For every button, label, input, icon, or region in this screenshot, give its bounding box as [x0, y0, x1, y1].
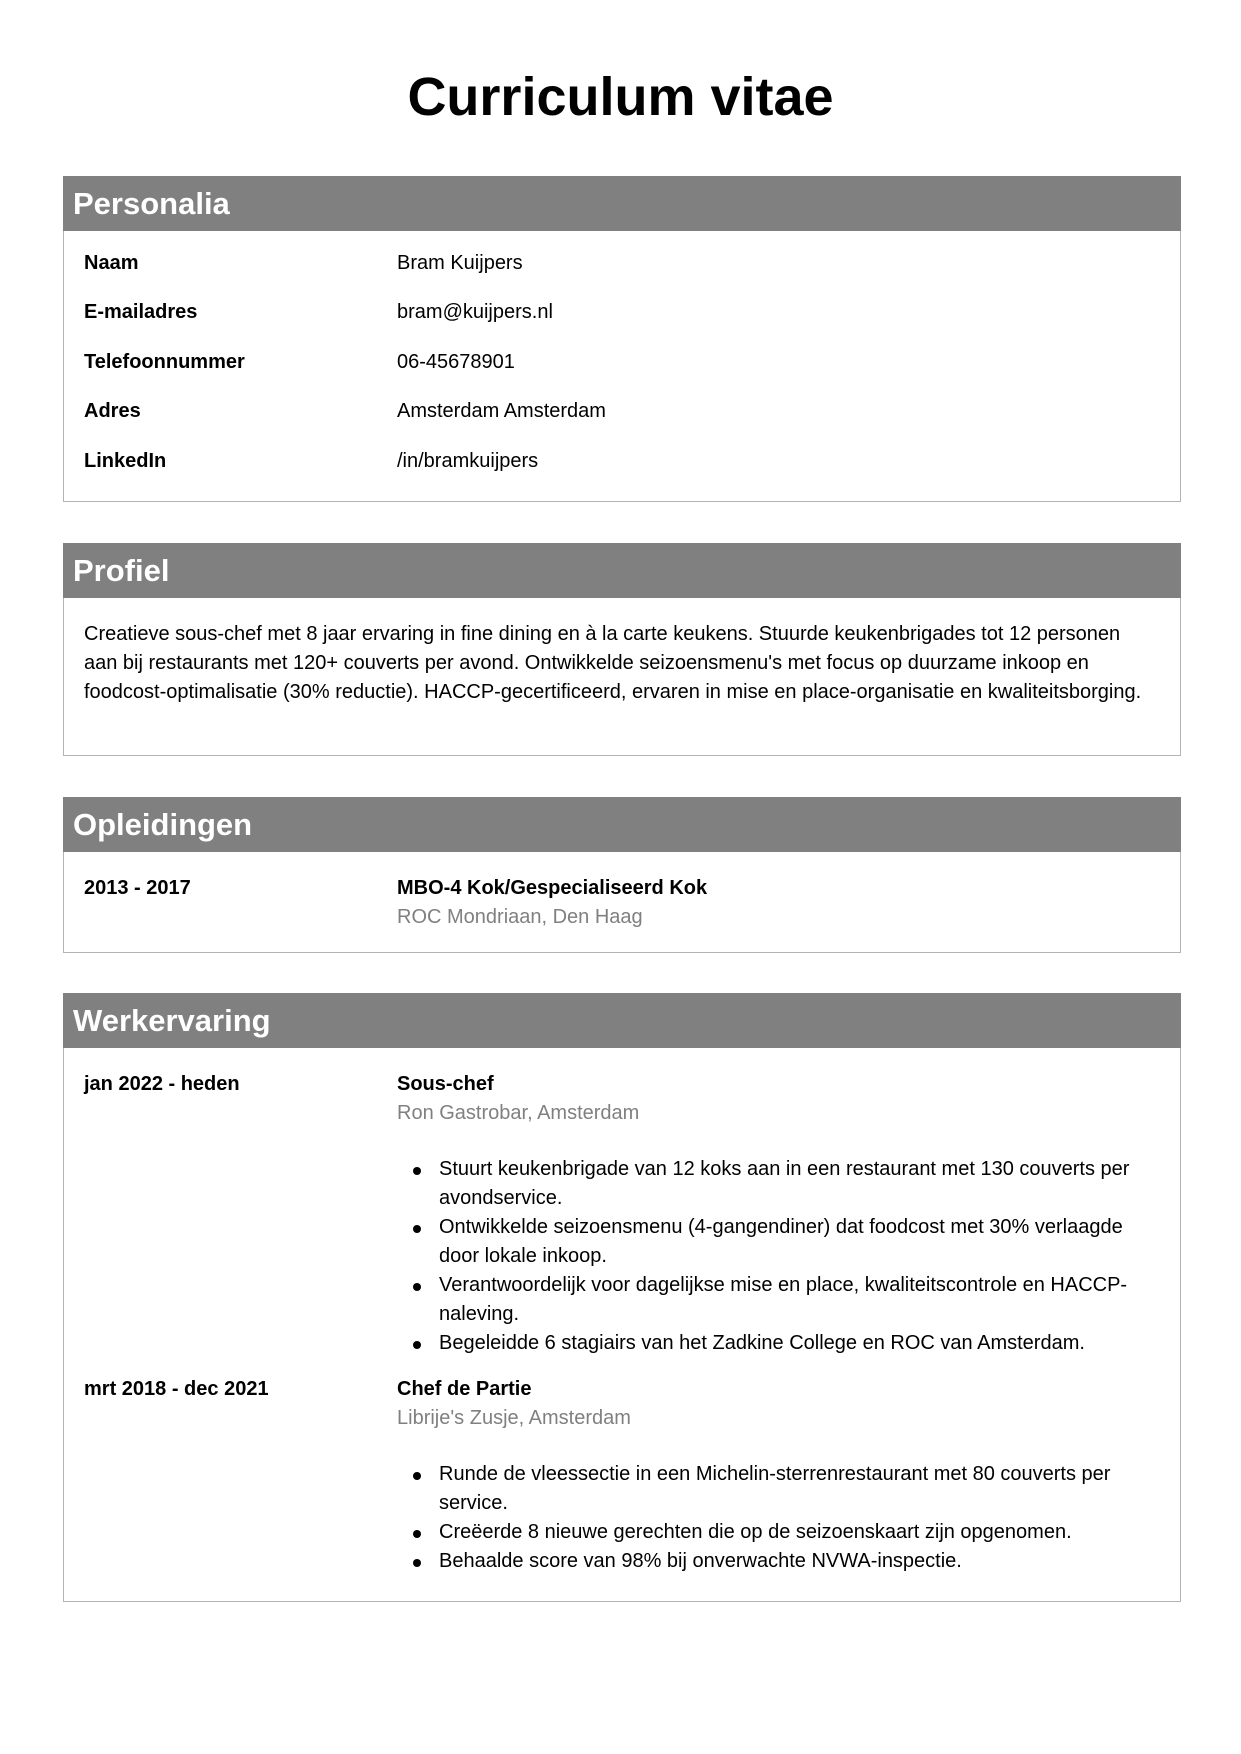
entry-period: mrt 2018 - dec 2021	[84, 1378, 269, 1400]
bullet-icon	[413, 1530, 421, 1538]
entry-period: jan 2022 - heden	[84, 1073, 240, 1095]
section-profiel	[63, 543, 1181, 756]
bullet-icon	[413, 1283, 421, 1291]
field-label: Adres	[84, 400, 141, 422]
document-title: Curriculum vitae	[407, 67, 834, 127]
entry-content	[397, 874, 1162, 932]
entry-period: 2013 - 2017	[84, 877, 191, 899]
achievement-text: Runde de vleessectie in een Michelin-sterrenrestaurant met 80 couverts per service.	[439, 1463, 1111, 1514]
field-value: bram@kuijpers.nl	[397, 301, 553, 323]
bullet-icon	[413, 1472, 421, 1480]
field-value: /in/bramkuijpers	[397, 450, 539, 472]
field-label: Telefoonnummer	[84, 351, 245, 373]
field-value: Amsterdam Amsterdam	[397, 400, 606, 422]
achievement-text: Ontwikkelde seizoensmenu (4-gangendiner) dat foodcost met 30% verlaagde door lokale inkoop.	[439, 1216, 1123, 1267]
entry-organization: ROC Mondriaan, Den Haag	[397, 906, 643, 928]
achievement-item	[397, 1460, 1162, 1518]
achievement-item	[397, 1271, 1162, 1329]
achievement-text: Verantwoordelijk voor dagelijkse mise en place, kwaliteitscontrole en HACCP-naleving.	[439, 1274, 1128, 1325]
achievement-item	[397, 1329, 1162, 1358]
achievement-item	[397, 1213, 1162, 1271]
field-value: Bram Kuijpers	[397, 252, 523, 274]
achievement-text: Creëerde 8 nieuwe gerechten die op de seizoenskaart zijn opgenomen.	[439, 1521, 1072, 1543]
entry-content	[397, 1070, 1162, 1358]
field-value: 06-45678901	[397, 351, 515, 373]
section-heading-opleidingen: Opleidingen	[63, 797, 1181, 852]
entry-title: Sous-chef	[397, 1073, 494, 1095]
section-werkervaring	[63, 993, 1181, 1602]
section-heading-personalia: Personalia	[63, 176, 1181, 231]
achievement-item	[397, 1518, 1162, 1547]
entry-title: MBO-4 Kok/Gespecialiseerd Kok	[397, 877, 708, 899]
section-personalia	[63, 176, 1181, 502]
achievement-text: Begeleidde 6 stagiairs van het Zadkine College en ROC van Amsterdam.	[439, 1332, 1085, 1354]
achievement-list	[397, 1155, 1162, 1358]
entry-organization: Ron Gastrobar, Amsterdam	[397, 1102, 640, 1124]
entry-title: Chef de Partie	[397, 1378, 532, 1400]
section-heading-werkervaring: Werkervaring	[63, 993, 1181, 1048]
achievement-text: Behaalde score van 98% bij onverwachte NVWA-inspectie.	[439, 1550, 962, 1572]
field-label: E-mailadres	[84, 301, 198, 323]
bullet-icon	[413, 1341, 421, 1349]
bullet-icon	[413, 1167, 421, 1175]
achievement-text: Stuurt keukenbrigade van 12 koks aan in een restaurant met 130 couverts per avondservice.	[439, 1158, 1130, 1209]
profile-summary: Creatieve sous-chef met 8 jaar ervaring in fine dining en à la carte keukens. Stuurde keukenbrigades tot 12 personen aan bij restaurants met 120+ couverts per avond. Ontwikkelde seizoensmenu's met focus op duurzame inkoop en foodcost-optimalisatie (30% reductie). HACCP-gecertificeerd, ervaren in mise en place-organisatie en kwaliteitsborging.	[84, 623, 1142, 703]
bullet-icon	[413, 1559, 421, 1567]
achievement-item	[397, 1547, 1162, 1576]
entry-organization: Librije's Zusje, Amsterdam	[397, 1407, 631, 1429]
field-label: LinkedIn	[84, 450, 167, 472]
field-label: Naam	[84, 252, 139, 274]
achievement-item	[397, 1155, 1162, 1213]
bullet-icon	[413, 1225, 421, 1233]
achievement-list	[397, 1460, 1162, 1576]
section-opleidingen	[63, 797, 1181, 953]
section-heading-profiel: Profiel	[63, 543, 1181, 598]
entry-content	[397, 1375, 1162, 1576]
